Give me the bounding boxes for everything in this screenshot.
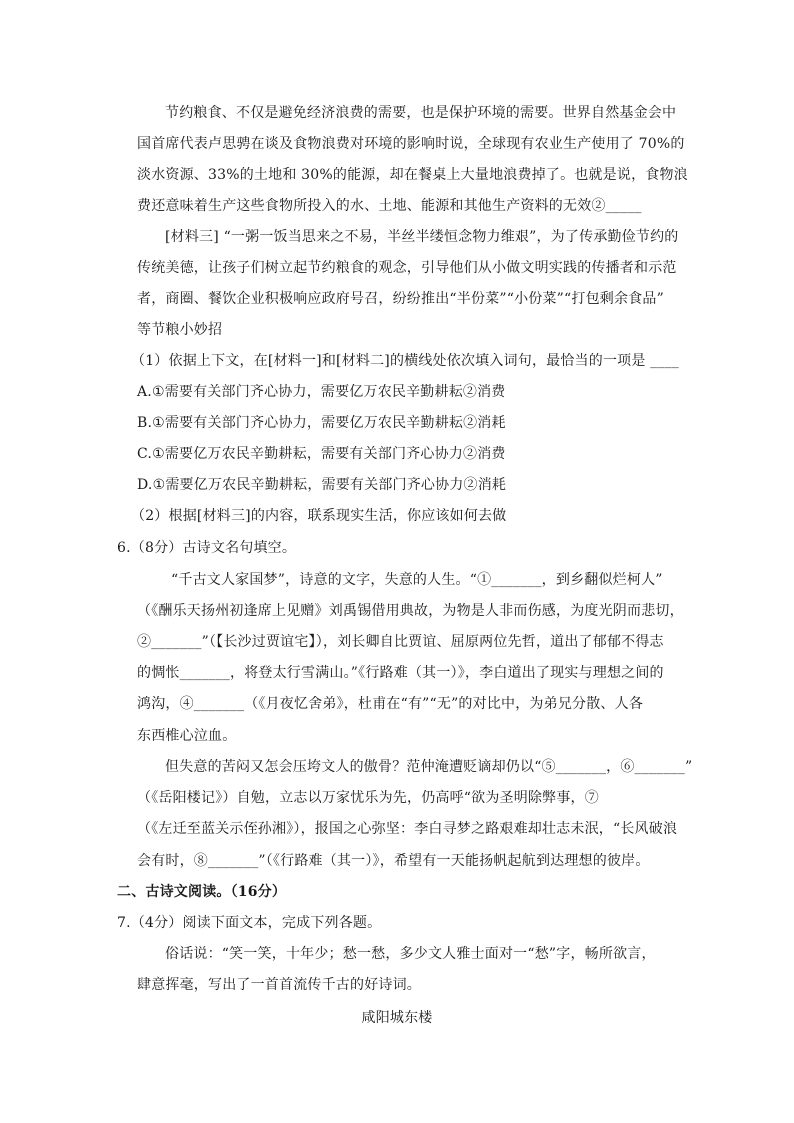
text-line: 会有时，⑧_______”（《行路难（其一）》，希望有一天能扬帆起航到达理想的彼岸。 [137, 853, 650, 869]
option-a: A.①需要有关部门齐心协力，需要亿万农民辛勤耕耘②消费 [137, 384, 506, 400]
text-line: 淡水资源、33%的土地和 30%的能源，却在餐桌上大量地浪费掉了。也就是说，食物浪 [137, 167, 688, 183]
text-line: （《酬乐天扬州初逢席上见赠》刘禹锡借用典故，为物是人非而伤感，为度光阴而悲切， [137, 603, 684, 619]
text-line: “千古文人家国梦”，诗意的文字，失意的人生。“①_______，到乡翻似烂柯人” [171, 572, 663, 588]
text-line: 肆意挥毫，写出了一首首流传千古的好诗词。 [137, 977, 421, 993]
text-line: 传统美德，让孩子们树立起节约粮食的观念，引导他们从小做文明实践的传播者和示范 [137, 260, 677, 276]
text-line: 东西椎心泣血。 [137, 728, 237, 744]
question-header: 6.（8分）古诗文名句填空。 [117, 540, 297, 556]
text-line: 但失意的苦闷又怎会压垮文人的傲骨？范仲淹遭贬谪却仍以“⑤_______，⑥_______” [165, 759, 693, 775]
sub-question-1: （1）依据上下文，在[材料一]和[材料二]的横线处依次填入词句，最恰当的一项是 ____ [131, 353, 680, 369]
text-line: 国首席代表卢思骋在谈及食物浪费对环境的影响时说，全球现有农业生产使用了 70%的 [137, 136, 685, 152]
option-d: D.①需要亿万农民辛勤耕耘，需要有关部门齐心协力②消耗 [137, 477, 507, 493]
text-line: 费还意味着生产这些食物所投入的水、土地、能源和其他生产资料的无效②_____ [137, 198, 642, 214]
question-header: 7.（4分）阅读下面文本，完成下列各题。 [117, 915, 382, 931]
text-line: 等节粮小妙招 [137, 322, 223, 338]
text-line: 的惆怅_______，将登太行雪满山。”《行路难（其一）》，李白道出了现实与理想之间的 [137, 665, 664, 681]
text-line: （《左迁至蓝关示侄孙湘》），报国之心弥坚：李白寻梦之路艰难却壮志未泯，“长风破浪 [137, 821, 678, 837]
text-line: 者，商圈、餐饮企业积极响应政府号召，纷纷推出“半份菜”“小份菜”“打包剩余食品” [137, 291, 664, 307]
text-line: 节约粮食、不仅是避免经济浪费的需要，也是保护环境的需要。世界自然基金会中 [165, 105, 677, 121]
poem-title: 咸阳城东楼 [361, 1010, 433, 1026]
sub-question-2: （2）根据[材料三]的内容，联系现实生活，你应该如何去做 [131, 508, 507, 524]
section-title: 二、古诗文阅读。（16分） [117, 884, 287, 900]
text-line: [材料三] “一粥一饭当思来之不易，半丝半缕恒念物力维艰”，为了传承勤俭节约的 [165, 229, 679, 245]
text-line: 俗话说：“笑一笑，十年少；愁一愁，多少文人雅士面对一“愁”字，畅所欲言， [165, 946, 656, 962]
text-line: ②_______”（【长沙过贾谊宅】），刘长卿自比贾谊、屈原两位先哲，道出了郁郁不得志 [137, 634, 664, 650]
option-c: C.①需要亿万农民辛勤耕耘，需要有关部门齐心协力②消费 [137, 446, 506, 462]
text-line: （《岳阳楼记》）自勉，立志以万家忧乐为先，仍高呼“欲为圣明除弊事，⑦ [137, 790, 599, 806]
text-line: 鸿沟，④_______（《月夜忆舍弟》，杜甫在“有”“无”的对比中，为弟兄分散、人各 [137, 696, 644, 712]
option-b: B.①需要有关部门齐心协力，需要亿万农民辛勤耕耘②消耗 [137, 415, 506, 431]
